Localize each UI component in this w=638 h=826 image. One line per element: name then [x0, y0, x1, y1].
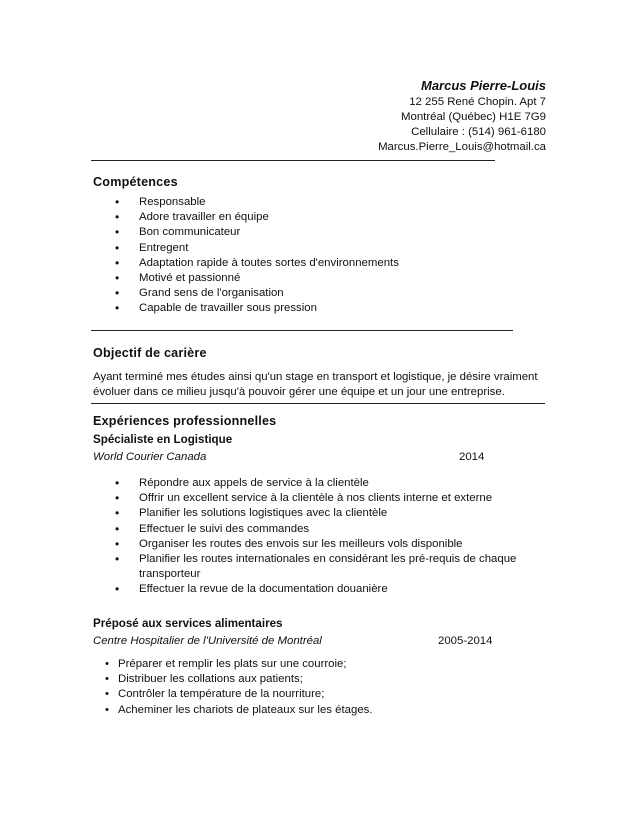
list-item: • Bon communicateur [115, 225, 241, 240]
job-tasks-list [115, 476, 535, 598]
list-item: • Préparer et remplir les plats sur une courroie; [105, 658, 347, 670]
list-item: • Adaptation rapide à toutes sortes d'environnements [115, 255, 399, 270]
email-line: Marcus.Pierre_Louis@hotmail.ca [378, 141, 546, 153]
list-item: • Acheminer les chariots de plateaux sur les étages. [105, 703, 373, 716]
divider [91, 403, 545, 404]
list-item: • Responsable [115, 195, 206, 209]
job-years: 2005-2014 [438, 635, 493, 647]
list-item-continuation: transporteur [139, 568, 201, 581]
job-employer: Centre Hospitalier de l'Université de Montréal [93, 635, 322, 647]
objectif-line-1: Ayant terminé mes études ainsi qu'un stage en transport et logistique, je désire vraiment [93, 371, 538, 383]
candidate-name: Marcus Pierre-Louis [421, 78, 546, 93]
list-item: • Organiser les routes des envois sur les meilleurs vols disponible [115, 536, 463, 551]
divider [91, 330, 513, 331]
section-title-objectif: Objectif de carière [93, 346, 207, 360]
job-employer: World Courier Canada [93, 451, 207, 463]
list-item: • Capable de travailler sous pression [115, 301, 317, 316]
job-years: 2014 [459, 451, 485, 463]
objectif-paragraph [93, 370, 553, 399]
competences-list [115, 195, 535, 317]
city-line: Montréal (Québec) H1E 7G9 [401, 111, 546, 123]
list-item: • Répondre aux appels de service à la clientèle [115, 476, 369, 490]
phone-line: Cellulaire : (514) 961-6180 [411, 126, 546, 138]
list-item: • Motivé et passionné [115, 271, 241, 286]
job-tasks-list [105, 657, 525, 718]
list-item: • Contrôler la température de la nourriture; [105, 688, 325, 701]
divider [91, 160, 495, 161]
objectif-line-2: évoluer dans ce milieu jusqu'à pouvoir gérer une équipe et un jour une entreprise. [93, 385, 505, 398]
job-title: Préposé aux services alimentaires [93, 617, 283, 630]
list-item: • Planifier les solutions logistiques avec la clientèle [115, 506, 388, 521]
address-line: 12 255 René Chopin. Apt 7 [409, 96, 546, 108]
list-item: • Effectuer le suivi des commandes [115, 521, 310, 536]
section-title-competences: Compétences [93, 175, 178, 189]
list-item: • Adore travailler en équipe [115, 210, 269, 225]
list-item: • Grand sens de l'organisation [115, 286, 284, 301]
list-item: • Planifier les routes internationales en considérant les pré-requis de chaque [115, 552, 517, 567]
list-item: • Distribuer les collations aux patients; [105, 673, 303, 686]
list-item: • Offrir un excellent service à la clientèle à nos clients interne et externe [115, 491, 493, 506]
job-title: Spécialiste en Logistique [93, 433, 233, 446]
section-title-experiences: Expériences professionnelles [93, 414, 277, 428]
contact-block [378, 78, 546, 155]
list-item: • Entregent [115, 240, 189, 255]
list-item: • Effectuer la revue de la documentation douanière [115, 582, 388, 597]
